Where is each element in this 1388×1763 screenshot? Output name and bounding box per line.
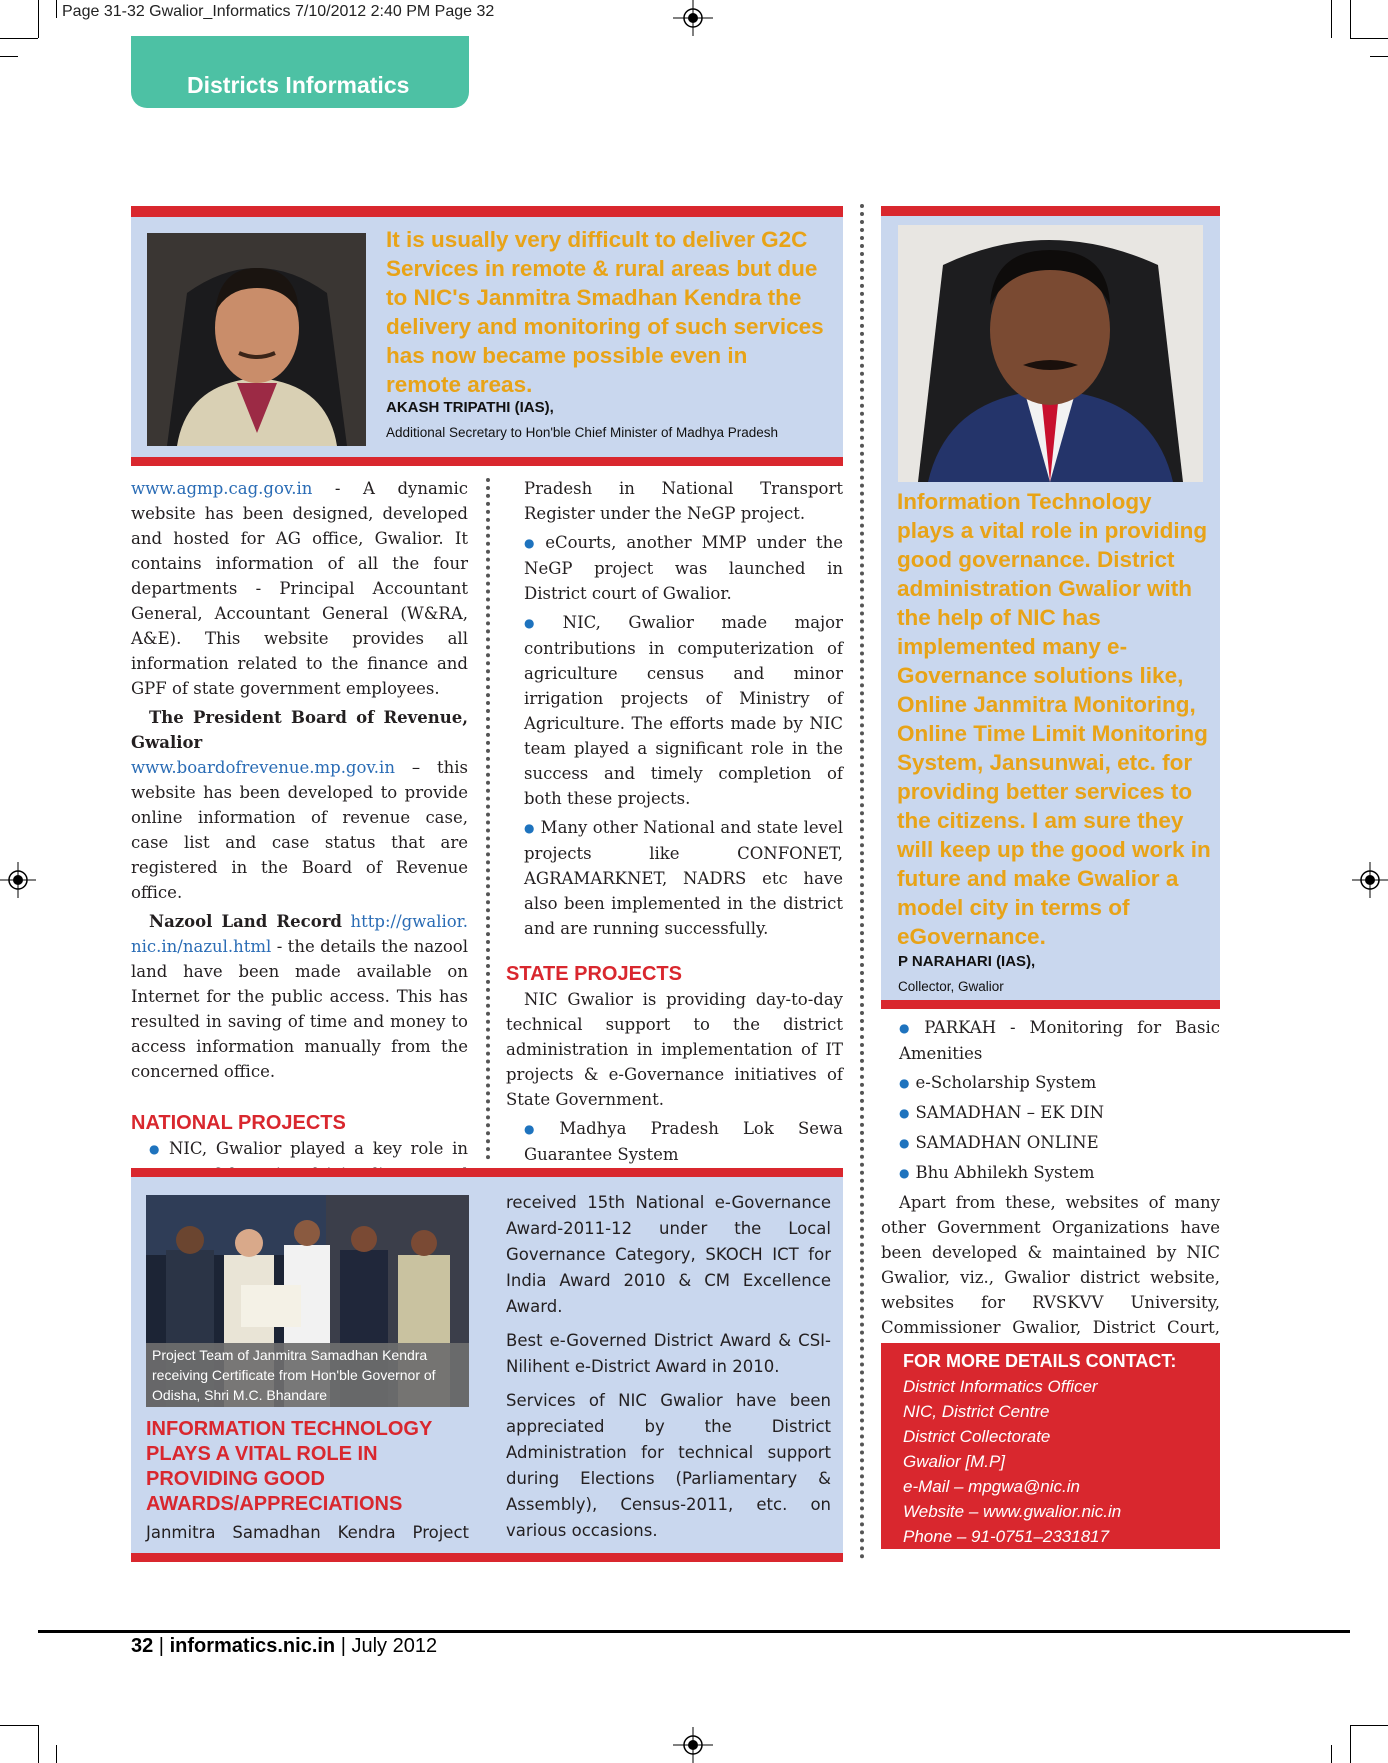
quote1-name: AKASH TRIPATHI (IAS), bbox=[386, 399, 554, 416]
revenue-link[interactable]: www.boardofrevenue.mp.gov.in bbox=[131, 758, 395, 777]
crop-mark bbox=[56, 0, 57, 18]
crop-mark bbox=[0, 1725, 38, 1726]
samadhan-ekdin-text: SAMADHAN – EK DIN bbox=[915, 1103, 1105, 1122]
national-state-bullet bbox=[506, 815, 843, 941]
revenue-text: – this website has been developed to provide online information of revenue case, case list and case status that are registered in the Board of Revenue office. bbox=[131, 758, 468, 902]
nazool-paragraph bbox=[131, 909, 468, 1084]
samadhan-ekdin-bullet bbox=[881, 1100, 1220, 1126]
crop-mark bbox=[1331, 1745, 1332, 1763]
quote2-bottom-rule bbox=[881, 1000, 1220, 1009]
quote2-text: Information Technology plays a vital role in providing good governance. District administration Gwalior with the help of NIC has implemented many e-Governance solutions like, Online Janmitra Monitoring, Online Time Limit Monitoring System, Jansunwai, etc. for providing better services to the citizens. I am sure they will keep up the good work in future and make Gwalior a model city in terms of eGovernance. bbox=[897, 489, 1211, 949]
quote1-role: Additional Secretary to Hon'ble Chief Minister of Madhya Pradesh bbox=[386, 425, 779, 440]
agriculture-text: NIC, Gwalior made major contributions in computerization of agriculture census and minor irrigation projects of Ministry of Agriculture. The efforts made by NIC team played a significant role in the success and timely completion of both these projects. bbox=[524, 613, 843, 808]
crop-mark bbox=[0, 38, 38, 39]
quote1-text: It is usually very difficult to deliver G2C Services in remote & rural areas but due to NIC's Janmitra Smadhan Kendra the delivery and monitoring of such services has now became possible even in remote areas. bbox=[386, 227, 824, 397]
contact-website[interactable]: Website – www.gwalior.nic.in bbox=[903, 1502, 1122, 1521]
other-websites-paragraph: Apart from these, websites of many other Government Organizations have been developed & maintained by NIC Gwalior, viz., Gwalior district website, websites for RVSKVV University, Commissioner Gwalior, District Court, bbox=[881, 1193, 1220, 1337]
bullet-icon: ● bbox=[899, 1166, 910, 1180]
p-narahari-photo bbox=[898, 225, 1203, 482]
bhu-abhilekh-text: Bhu Abhilekh System bbox=[915, 1163, 1095, 1182]
crop-mark bbox=[0, 56, 18, 57]
agriculture-bullet bbox=[506, 610, 843, 811]
agmp-text: - A dynamic website has been designed, developed and hosted for AG office, Gwalior. It contains information of all the four departments - Principal Accountant General, Accountant General (W&RA, A&E). This website provides all information related to the finance and GPF of state government employees. bbox=[131, 479, 468, 698]
crop-mark bbox=[1350, 1725, 1351, 1763]
awards-column bbox=[506, 1190, 831, 1552]
bullet-icon: ● bbox=[524, 1122, 554, 1136]
contact-box bbox=[881, 1343, 1220, 1549]
lok-sewa-bullet bbox=[506, 1116, 843, 1167]
nazool-link[interactable]: http://gwalior.nic.in/nazul.html bbox=[131, 912, 469, 956]
national-projects-heading: NATIONAL PROJECTS bbox=[131, 1112, 346, 1134]
awards-bottom-rule bbox=[131, 1553, 843, 1562]
page-footer: 32 | informatics.nic.in | July 2012 bbox=[131, 1635, 438, 1657]
quote2-top-rule bbox=[881, 206, 1220, 216]
agmp-paragraph bbox=[131, 476, 468, 701]
nazool-bold: Nazool Land Record bbox=[149, 912, 342, 931]
quote1-bottom-rule bbox=[131, 457, 843, 466]
awards-p3: Services of NIC Gwalior have been appreciated by the District Administration for technical support during Elections (Parliamentary & Assembly), Census-2011, etc. on various occasions. bbox=[506, 1391, 831, 1540]
parkah-bullet bbox=[881, 1015, 1220, 1066]
column-divider bbox=[486, 478, 490, 1160]
crop-mark bbox=[1350, 0, 1351, 38]
awards-heading: INFORMATION TECHNOLOGY PLAYS A VITAL ROLE IN PROVIDING GOOD AWARDS/APPRECIATIONS bbox=[146, 1418, 432, 1515]
print-slug: Page 31-32 Gwalior_Informatics 7/10/2012 2:40 PM Page 32 bbox=[62, 3, 495, 20]
crop-mark bbox=[38, 1725, 39, 1763]
state-projects-paragraph: NIC Gwalior is providing day-to-day technical support to the district administration in implementation of IT projects & e-Governance initiatives of State Government. bbox=[506, 990, 843, 1109]
contact-email[interactable]: e-Mail – mpgwa@nic.in bbox=[903, 1477, 1080, 1496]
state-projects-heading: STATE PROJECTS bbox=[506, 963, 682, 985]
crop-mark bbox=[38, 0, 39, 38]
national-bullet-1-text: NIC, Gwalior played a key role in bbox=[168, 1139, 468, 1158]
column-1 bbox=[131, 476, 468, 1216]
crop-mark bbox=[56, 1745, 57, 1763]
crop-mark bbox=[1370, 56, 1388, 57]
revenue-bold: The President Board of Revenue, Gwalior bbox=[131, 708, 468, 752]
samadhan-online-bullet bbox=[881, 1130, 1220, 1156]
awards-p2: Best e-Governed District Award & CSI-Nilihent e-District Award in 2010. bbox=[506, 1331, 831, 1376]
akash-tripathi-photo bbox=[147, 233, 366, 446]
section-title: Districts Informatics bbox=[187, 72, 410, 98]
crop-mark bbox=[1331, 0, 1332, 38]
footer-rule bbox=[38, 1630, 1350, 1633]
bullet-icon: ● bbox=[899, 1136, 910, 1150]
column-divider bbox=[860, 204, 864, 1560]
national-state-text: Many other National and state level projects like CONFONET, AGRAMARKNET, NADRS etc have also been implemented in the district and are running successfully. bbox=[524, 818, 843, 938]
section-tab bbox=[131, 36, 469, 108]
registration-mark-icon bbox=[0, 860, 40, 900]
bullet-icon: ● bbox=[149, 1142, 163, 1156]
registration-mark-icon bbox=[1348, 860, 1388, 900]
contact-line: NIC, District Centre bbox=[903, 1402, 1050, 1421]
quote2-role: Collector, Gwalior bbox=[898, 979, 1004, 994]
scholarship-bullet bbox=[881, 1070, 1220, 1096]
ecourts-bullet bbox=[506, 530, 843, 606]
contact-heading: FOR MORE DETAILS CONTACT: bbox=[903, 1351, 1177, 1371]
crop-mark bbox=[1350, 38, 1388, 39]
bullet-icon: ● bbox=[524, 616, 557, 630]
footer-date: July 2012 bbox=[351, 1635, 438, 1657]
quote1-top-rule bbox=[131, 206, 843, 217]
contact-line: District Informatics Officer bbox=[903, 1377, 1098, 1396]
quote2-name: P NARAHARI (IAS), bbox=[898, 953, 1036, 970]
contact-line: Gwalior [M.P] bbox=[903, 1452, 1006, 1471]
bullet-icon: ● bbox=[899, 1021, 919, 1035]
column-2 bbox=[506, 476, 843, 1171]
bhu-abhilekh-bullet bbox=[881, 1160, 1220, 1186]
contact-phone: Phone – 91-0751–2331817 bbox=[903, 1527, 1110, 1546]
awards-p1: received 15th National e-Governance Award-2011-12 under the Local Governance Category, SKOCH ICT for India Award 2010 & CM Excellence Award. bbox=[506, 1193, 831, 1316]
revenue-paragraph bbox=[131, 705, 468, 905]
col2-continuation: Pradesh in National Transport Register under the NeGP project. bbox=[524, 479, 843, 523]
agmp-link[interactable]: www.agmp.cag.gov.in bbox=[131, 479, 313, 498]
awards-top-rule bbox=[131, 1168, 843, 1177]
ecourts-text: eCourts, another MMP under the NeGP project was launched in District court of Gwalior. bbox=[524, 533, 843, 603]
awards-lead: Janmitra Samadhan Kendra Project bbox=[146, 1523, 469, 1542]
bullet-icon: ● bbox=[524, 536, 540, 550]
photo-caption: Project Team of Janmitra Samadhan Kendra receiving Certificate from Hon'ble Governor of Odisha, Shri M.C. Bhandare bbox=[146, 1343, 469, 1407]
registration-mark-icon bbox=[673, 0, 713, 40]
lok-sewa-text: Madhya Pradesh Lok Sewa Guarantee System bbox=[524, 1119, 843, 1164]
parkah-text: PARKAH - Monitoring for Basic Amenities bbox=[899, 1018, 1220, 1063]
bullet-icon: ● bbox=[899, 1076, 910, 1090]
samadhan-online-text: SAMADHAN ONLINE bbox=[915, 1133, 1099, 1152]
page-number: 32 bbox=[131, 1635, 154, 1657]
contact-line: District Collectorate bbox=[903, 1427, 1051, 1446]
column-3 bbox=[881, 1015, 1220, 1369]
bullet-icon: ● bbox=[524, 821, 535, 835]
crop-mark bbox=[1350, 1725, 1388, 1726]
nazool-text: - the details the nazool land have been made available on Internet for the public access. This has resulted in saving of time and money to access information manually from the concerned office. bbox=[131, 937, 468, 1081]
bullet-icon: ● bbox=[899, 1106, 910, 1120]
scholarship-text: e-Scholarship System bbox=[915, 1073, 1097, 1092]
footer-site: informatics.nic.in bbox=[169, 1635, 336, 1657]
registration-mark-icon bbox=[673, 1723, 713, 1763]
